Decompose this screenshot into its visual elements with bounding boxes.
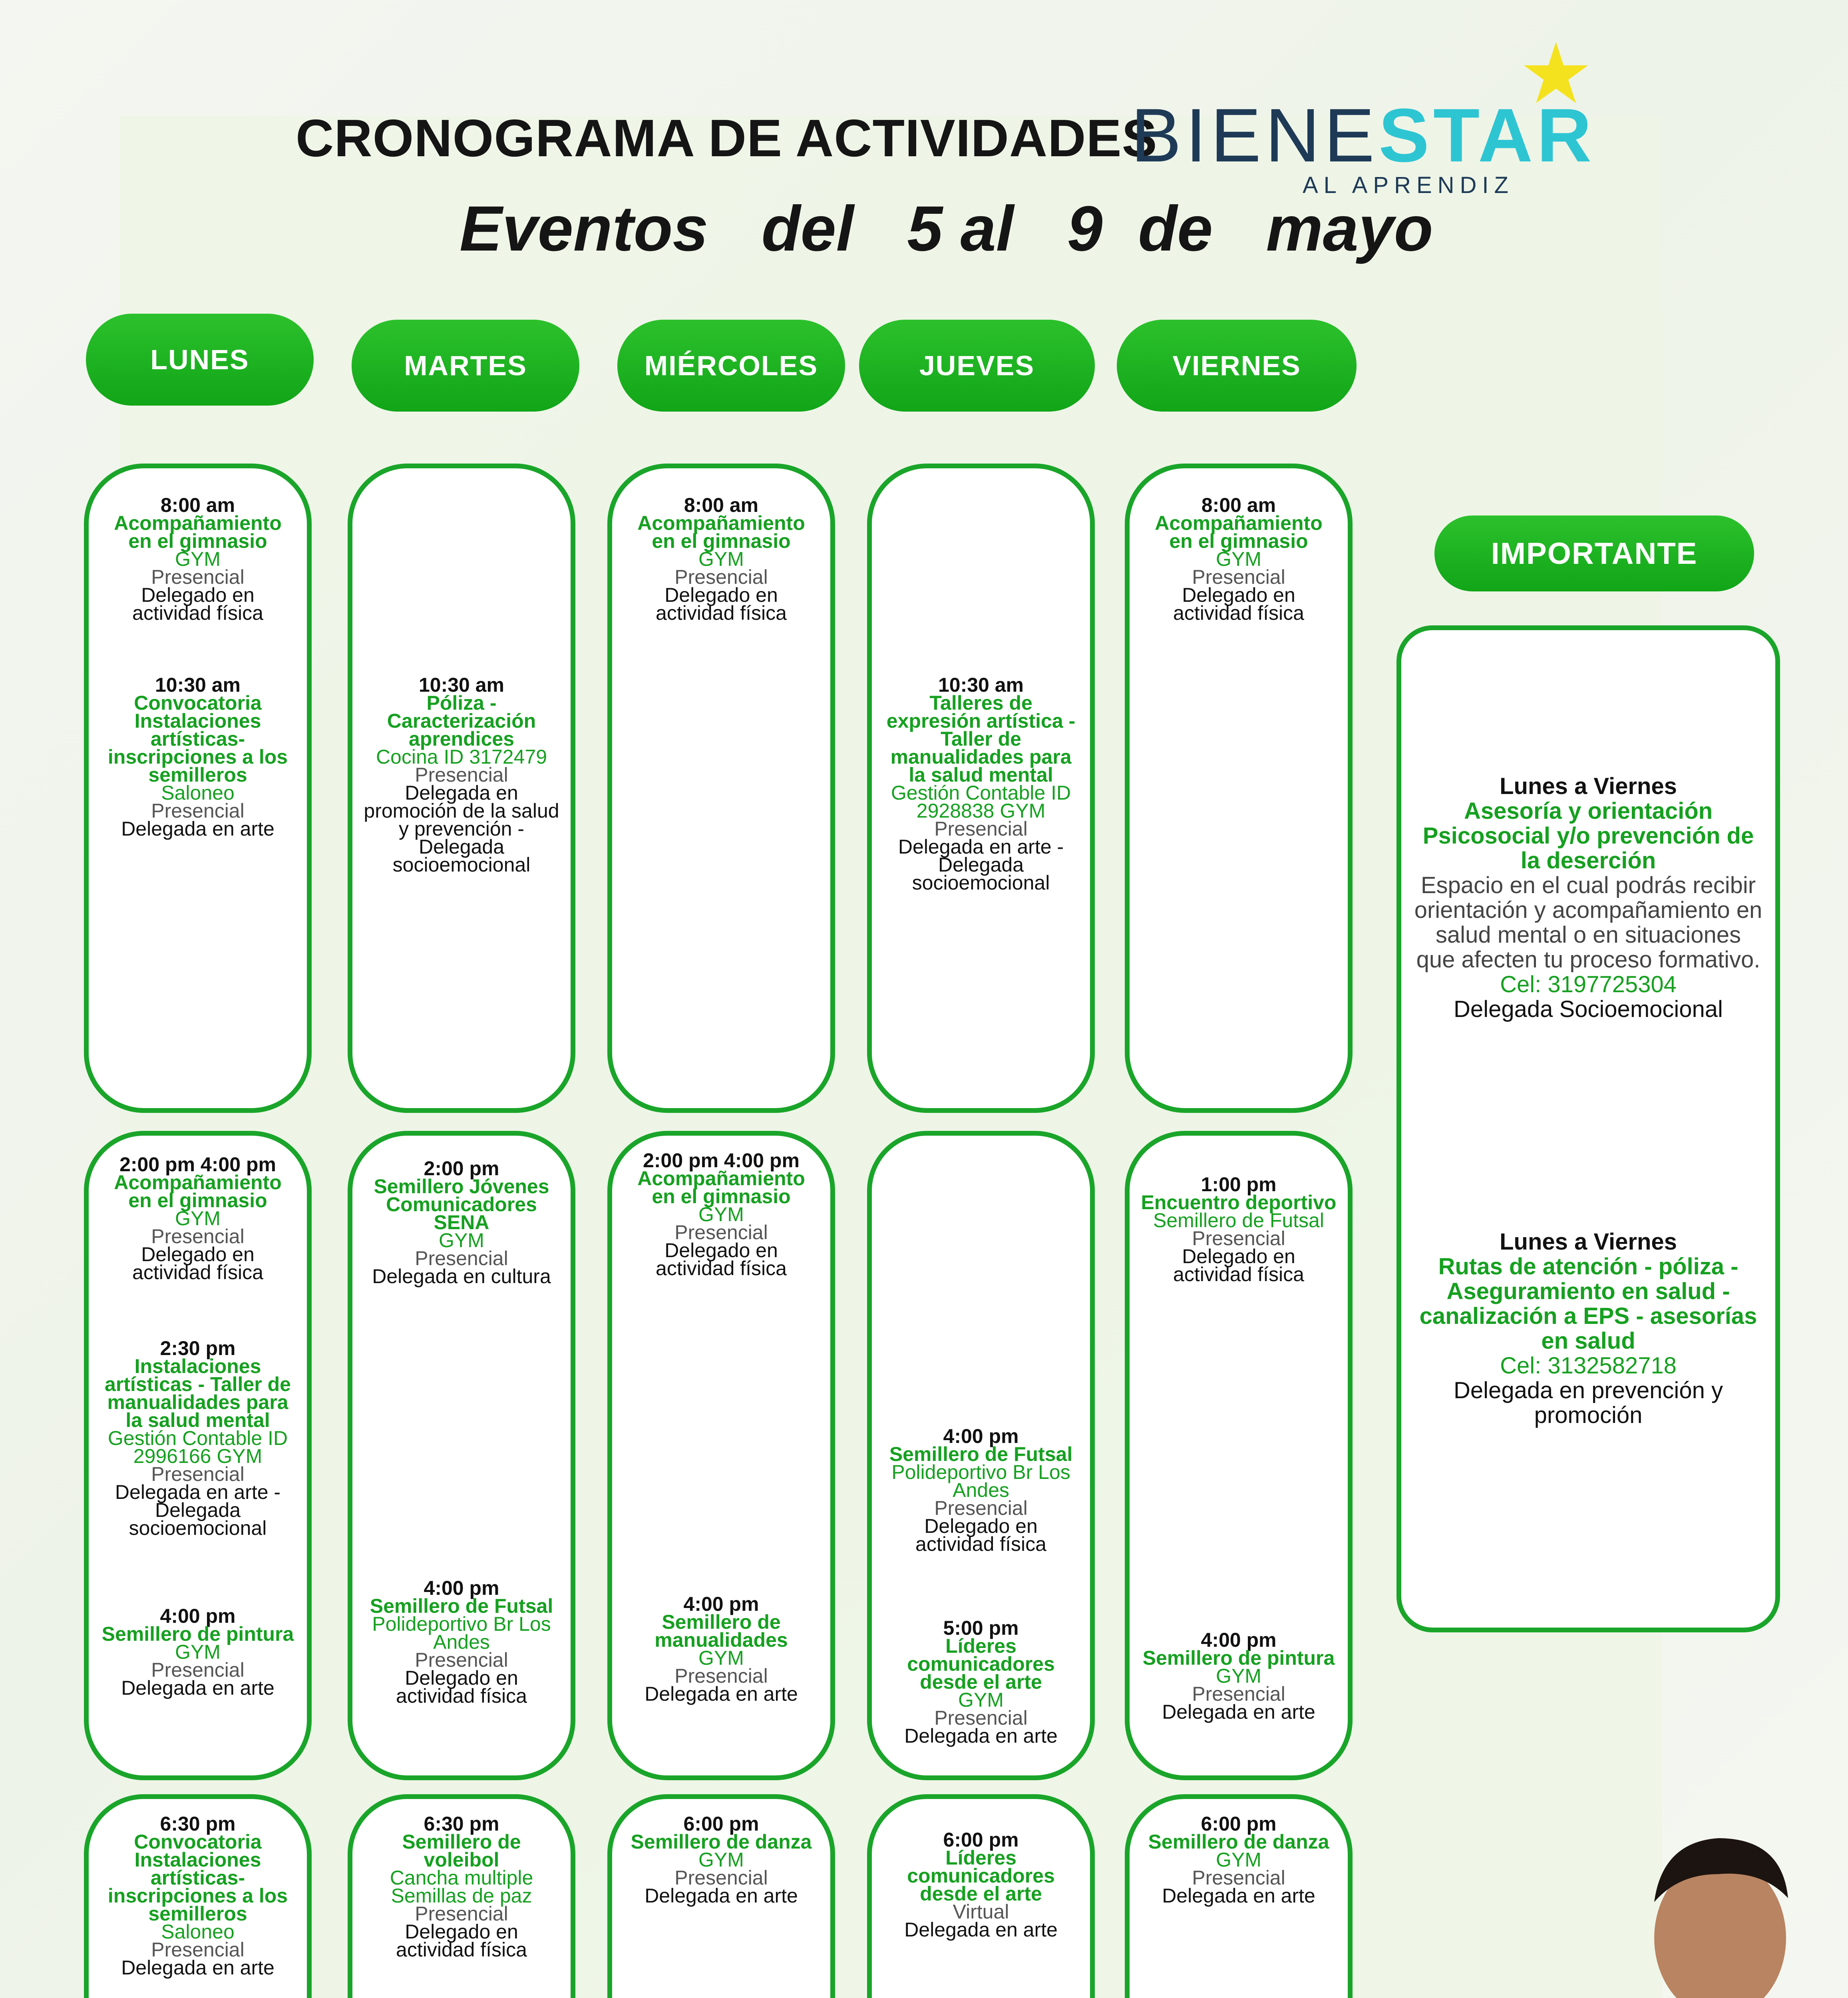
event-del: Delegado en actividad física <box>132 1243 263 1284</box>
event-mod: Presencial <box>1192 1227 1285 1250</box>
schedule-card-c2r0 <box>607 464 835 1113</box>
event-mod: Presencial <box>934 818 1028 840</box>
event-name: Semillero de manualidades <box>654 1611 788 1651</box>
important-title: Rutas de atención - póliza - Aseguramiento en salud - canalización a EPS - asesorías en salud <box>1419 1254 1757 1354</box>
event-name: Instalaciones artísticas - Taller de manualidades para la salud mental <box>105 1355 291 1431</box>
event-del: Delegada en arte - Delegada socioemocional <box>898 836 1064 894</box>
event-time: 2:00 pm <box>424 1157 499 1180</box>
event-del: Delegada en arte <box>121 1956 275 1979</box>
event-name: Convocatoria Instalaciones artísticas- inscripciones a los semilleros <box>107 1831 288 1925</box>
event-del: Delegada en arte <box>1162 1701 1315 1723</box>
event-mod: Presencial <box>1192 1867 1285 1889</box>
schedule-card-c2r1 <box>607 1131 835 1780</box>
important-phone: Cel: 3197725304 <box>1500 971 1677 997</box>
event-name: Semillero de danza <box>1148 1831 1329 1853</box>
event-entry <box>612 1149 830 1280</box>
schedule-card-c3r0 <box>867 464 1095 1113</box>
event-del: Delegada en arte <box>645 1885 798 1907</box>
event-entry <box>872 1831 1090 1939</box>
event-name: Líderes comunicadores desde el arte <box>907 1847 1055 1905</box>
event-time: 6:00 pm <box>1201 1813 1277 1835</box>
event-loc: GYM <box>698 548 744 570</box>
event-mod: Presencial <box>415 1247 508 1270</box>
day-header-4: VIERNES <box>1117 320 1357 412</box>
event-loc: Semillero de Futsal <box>1153 1209 1324 1232</box>
event-mod: Presencial <box>674 566 768 588</box>
event-loc: GYM <box>175 548 221 570</box>
event-del: Delegada en arte <box>904 1918 1058 1941</box>
event-entry <box>612 1815 830 1905</box>
event-entry <box>352 676 571 874</box>
event-time: 10:30 am <box>155 674 241 696</box>
event-loc: Polideportivo Br Los Andes <box>891 1461 1070 1501</box>
logo-subtitle: AL APRENDIZ <box>1303 172 1514 198</box>
event-mod: Presencial <box>151 1225 245 1248</box>
event-time: 6:00 pm <box>683 1813 759 1835</box>
day-header-1: MARTES <box>352 320 579 412</box>
event-del: Delegado en actividad física <box>396 1667 527 1707</box>
schedule-card-c1r1 <box>348 1131 575 1780</box>
event-del: Delegado en actividad física <box>915 1515 1046 1555</box>
event-time: 6:30 pm <box>424 1813 499 1835</box>
event-loc: Gestión Contable ID 2996166 GYM <box>107 1427 288 1467</box>
event-entry <box>352 1579 571 1705</box>
event-mod: Presencial <box>934 1707 1028 1729</box>
event-time: 10:30 am <box>938 674 1024 696</box>
event-entry <box>89 1339 307 1537</box>
event-mod: Presencial <box>151 1463 245 1485</box>
important-description: Espacio en el cual podrás recibir orientación y acompañamiento en salud mental o en situaciones que afecten tu proceso formativo. <box>1414 872 1762 973</box>
logo-word-a: BIENE <box>1131 93 1379 178</box>
event-name: Talleres de expresión artística - Taller de manualidades para la salud mental <box>886 692 1076 786</box>
event-name: Semillero de pintura <box>101 1623 294 1645</box>
event-name: Póliza - Caracterización aprendices <box>387 692 536 750</box>
event-name: Semillero de danza <box>631 1831 812 1853</box>
schedule-card-c4r0 <box>1125 464 1353 1113</box>
event-name: Acompañamiento en el gimnasio <box>637 512 805 552</box>
event-entry <box>872 1619 1090 1745</box>
event-time: 2:00 pm 4:00 pm <box>119 1153 276 1176</box>
schedule-card-c0r0 <box>84 464 312 1113</box>
event-del: Delegada en arte - Delegada socioemocional <box>115 1481 281 1539</box>
event-del: Delegado en actividad física <box>656 1239 787 1280</box>
event-name: Semillero Jóvenes Comunicadores SENA <box>374 1175 549 1234</box>
important-days: Lunes a Viernes <box>1500 773 1677 799</box>
event-time: 4:00 pm <box>1201 1629 1277 1651</box>
schedule-card-c3r2 <box>867 1794 1095 1998</box>
event-time: 5:00 pm <box>943 1617 1019 1639</box>
day-header-0: LUNES <box>86 314 314 406</box>
event-loc: GYM <box>175 1207 221 1230</box>
logo-word-b: STAR <box>1379 93 1596 178</box>
schedule-card-c3r1 <box>867 1131 1095 1780</box>
event-name: Semillero de voleibol <box>402 1831 521 1871</box>
event-time: 8:00 am <box>684 494 759 516</box>
schedule-card-c4r1 <box>1125 1131 1353 1780</box>
event-time: 4:00 pm <box>683 1593 759 1615</box>
event-time: 1:00 pm <box>1201 1173 1277 1196</box>
event-name: Acompañamiento en el gimnasio <box>114 512 282 552</box>
event-entry <box>89 676 307 838</box>
event-del: Delegado en actividad física <box>1173 1245 1304 1286</box>
event-name: Líderes comunicadores desde el arte <box>907 1635 1055 1693</box>
event-mod: Presencial <box>674 1221 768 1244</box>
page-title: CRONOGRAMA DE ACTIVIDADES <box>296 109 1158 167</box>
event-loc: GYM <box>958 1689 1004 1711</box>
event-del: Delegado en actividad física <box>396 1920 527 1961</box>
event-loc: Saloneo <box>161 1920 235 1943</box>
important-block-health <box>1413 1230 1763 1428</box>
event-time: 6:00 pm <box>943 1829 1019 1851</box>
event-loc: Cancha multiple Semillas de paz <box>390 1867 533 1907</box>
important-delegate: Delegada en prevención y promoción <box>1454 1377 1723 1428</box>
event-entry <box>89 1607 307 1697</box>
event-loc: GYM <box>698 1849 744 1871</box>
event-entry <box>352 1815 571 1959</box>
event-loc: GYM <box>439 1229 484 1252</box>
star-icon: ★ <box>1518 27 1594 121</box>
day-header-2: MIÉRCOLES <box>617 320 845 412</box>
event-loc: Gestión Contable ID 2928838 GYM <box>891 782 1071 822</box>
event-time: 2:00 pm 4:00 pm <box>643 1149 800 1172</box>
event-time: 8:00 am <box>1201 494 1276 516</box>
event-mod: Presencial <box>151 1659 245 1681</box>
event-mod: Presencial <box>415 1902 508 1925</box>
event-loc: GYM <box>175 1641 221 1663</box>
event-del: Delegado en actividad física <box>132 584 263 624</box>
event-mod: Presencial <box>415 1649 508 1671</box>
event-entry <box>1130 1815 1348 1905</box>
event-loc: GYM <box>698 1647 744 1669</box>
event-time: 2:30 pm <box>160 1337 236 1359</box>
students-photo <box>1359 1730 1848 1998</box>
bienestar-logo <box>1131 27 1596 198</box>
event-mod: Presencial <box>674 1665 768 1687</box>
event-entry <box>1130 1173 1348 1286</box>
event-del: Delegado en actividad física <box>1173 584 1304 624</box>
important-phone: Cel: 3132582718 <box>1500 1353 1677 1379</box>
event-name: Acompañamiento en el gimnasio <box>1155 512 1323 552</box>
event-del: Delegada en arte <box>121 818 275 840</box>
event-mod: Presencial <box>1192 566 1285 588</box>
event-name: Semillero de pintura <box>1142 1647 1335 1669</box>
event-name: Acompañamiento en el gimnasio <box>114 1171 282 1212</box>
event-entry <box>872 676 1090 892</box>
schedule-card-c4r2 <box>1125 1794 1353 1998</box>
schedule-card-c0r1 <box>84 1131 312 1780</box>
schedule-card-c0r2 <box>84 1794 312 1998</box>
event-time: 4:00 pm <box>424 1577 499 1599</box>
schedule-card-c2r2 <box>607 1794 835 1998</box>
page-subtitle: Eventos del 5 al 9 de mayo <box>460 193 1433 264</box>
important-days: Lunes a Viernes <box>1500 1229 1677 1255</box>
event-time: 10:30 am <box>418 674 505 696</box>
day-header-3: JUEVES <box>859 320 1095 412</box>
event-time: 8:00 am <box>160 494 235 516</box>
important-label: IMPORTANTE <box>1434 515 1754 591</box>
event-loc: GYM <box>698 1203 744 1226</box>
event-del: Delegada en promoción de la salud y prevención - Delegada socioemocional <box>364 782 559 876</box>
event-del: Delegada en cultura <box>372 1265 551 1288</box>
event-time: 4:00 pm <box>943 1425 1019 1447</box>
event-loc: GYM <box>1216 1665 1261 1687</box>
event-name: Convocatoria Instalaciones artísticas- inscripciones a los semilleros <box>107 692 288 786</box>
event-name: Semillero de Futsal <box>889 1443 1073 1465</box>
event-entry <box>89 1815 307 1977</box>
event-loc: Saloneo <box>161 782 235 804</box>
event-time: 4:00 pm <box>160 1605 236 1627</box>
event-mod: Presencial <box>674 1867 768 1889</box>
event-mod: Presencial <box>934 1497 1028 1519</box>
event-mod: Presencial <box>151 800 245 822</box>
event-del: Delegado en actividad física <box>656 584 787 624</box>
event-entry <box>1130 496 1348 622</box>
event-entry <box>612 1595 830 1703</box>
event-mod: Presencial <box>151 1938 245 1961</box>
event-loc: GYM <box>1216 548 1261 570</box>
important-title: Asesoría y orientación Psicosocial y/o prevención de la deserción <box>1422 798 1754 874</box>
event-entry <box>89 1153 307 1284</box>
important-card <box>1396 625 1780 1632</box>
event-entry <box>89 496 307 622</box>
event-mod: Presencial <box>415 764 508 786</box>
event-entry <box>612 496 830 622</box>
event-del: Delegada en arte <box>121 1677 275 1699</box>
event-mod: Presencial <box>1192 1683 1285 1705</box>
schedule-card-c1r0 <box>348 464 575 1113</box>
event-loc: Polideportivo Br Los Andes <box>372 1613 551 1653</box>
event-time: 6:30 pm <box>160 1813 236 1835</box>
event-entry <box>872 1427 1090 1553</box>
important-block-psychosocial <box>1413 774 1763 1022</box>
event-name: Acompañamiento en el gimnasio <box>637 1167 805 1208</box>
event-mod: Presencial <box>151 566 245 588</box>
event-entry <box>1130 1631 1348 1721</box>
event-del: Delegada en arte <box>904 1725 1058 1747</box>
event-entry <box>352 1157 571 1288</box>
event-name: Encuentro deportivo <box>1141 1191 1337 1214</box>
event-loc: Cocina ID 3172479 <box>376 746 547 768</box>
important-delegate: Delegada Socioemocional <box>1454 996 1723 1022</box>
event-del: Delegada en arte <box>1162 1885 1315 1907</box>
event-del: Delegada en arte <box>645 1683 798 1705</box>
schedule-card-c1r2 <box>348 1794 575 1998</box>
event-name: Semillero de Futsal <box>370 1595 553 1617</box>
event-mod: Virtual <box>953 1900 1009 1923</box>
event-loc: GYM <box>1216 1849 1261 1871</box>
